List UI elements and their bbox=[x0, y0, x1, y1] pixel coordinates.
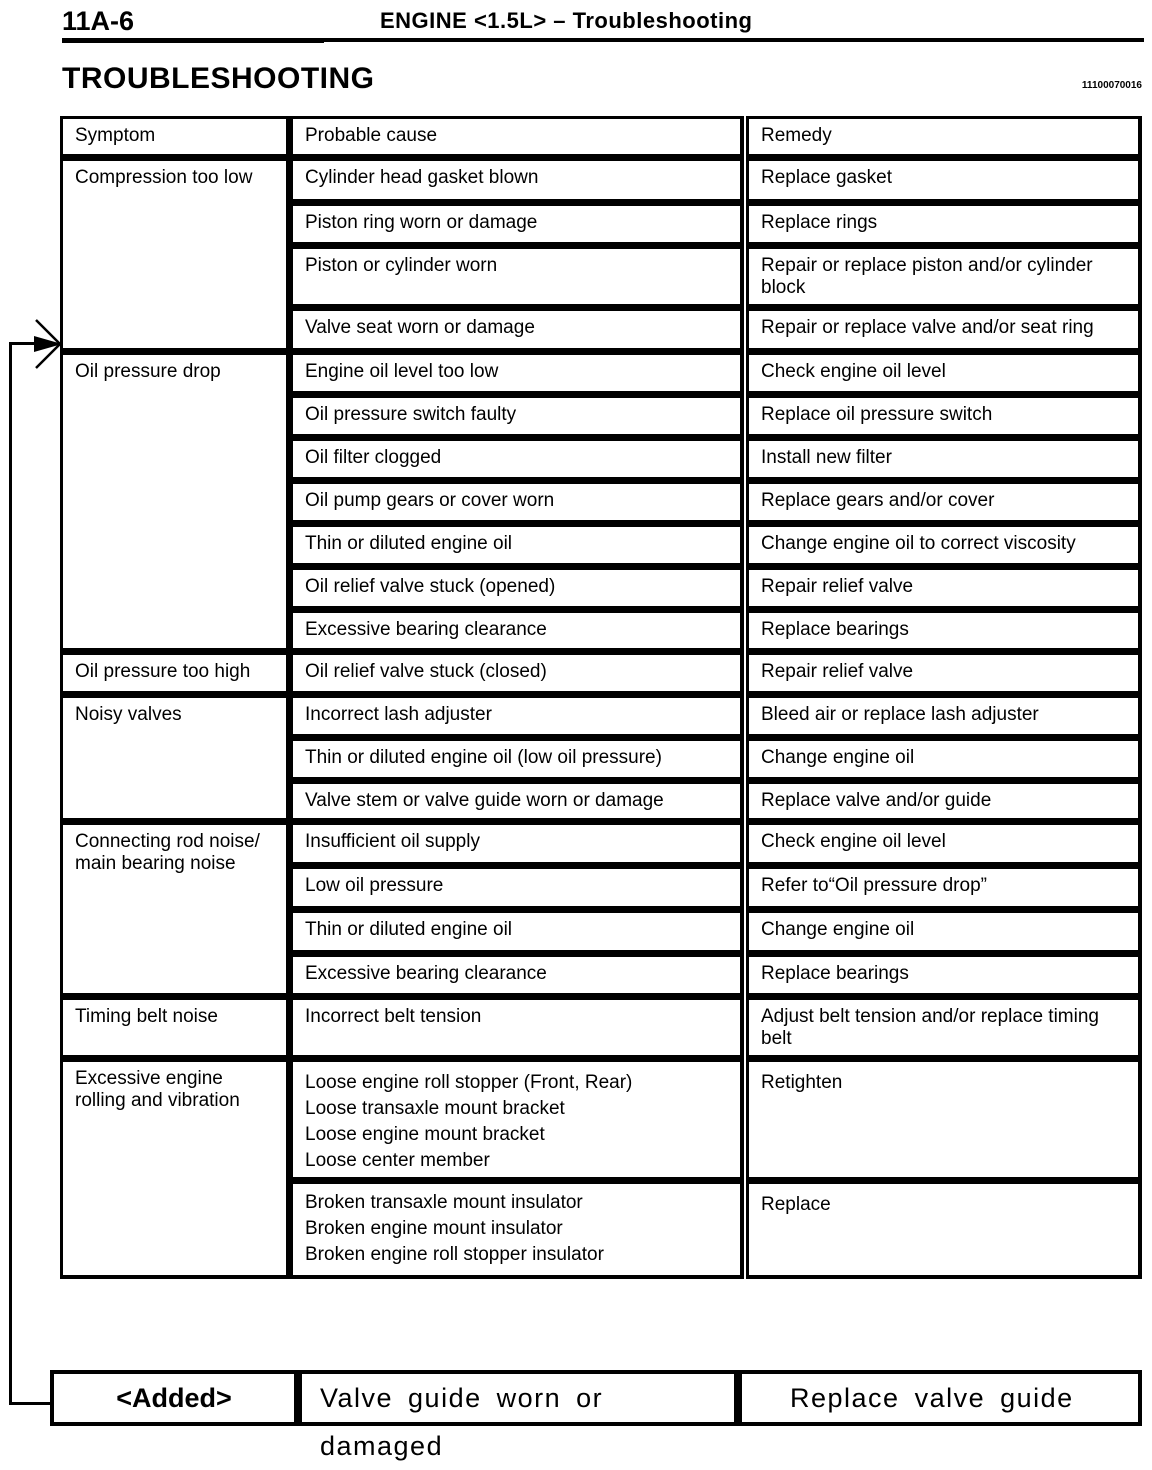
added-label: <Added> bbox=[50, 1370, 298, 1426]
symptom-timing-belt-noise: Timing belt noise bbox=[60, 997, 290, 1059]
cause-cell: Oil relief valve stuck (closed) bbox=[290, 652, 744, 695]
cause-cell: Oil pump gears or cover worn bbox=[290, 481, 744, 524]
header-symptom: Symptom bbox=[60, 116, 290, 158]
cause-line: Loose transaxle mount bracket bbox=[305, 1098, 565, 1119]
section-title: ENGINE <1.5L> – Troubleshooting bbox=[380, 8, 753, 33]
insertion-line bbox=[9, 342, 12, 1405]
remedy-cell: Refer to“Oil pressure drop” bbox=[746, 866, 1142, 910]
remedy-cell: Replace oil pressure switch bbox=[746, 395, 1142, 438]
cause-cell: Piston or cylinder worn bbox=[290, 246, 744, 308]
cause-line: Loose engine mount bracket bbox=[305, 1124, 545, 1145]
cause-line: Loose engine roll stopper (Front, Rear) bbox=[305, 1072, 633, 1093]
header-remedy: Remedy bbox=[746, 116, 1142, 158]
remedy-cell: Bleed air or replace lash adjuster bbox=[746, 695, 1142, 738]
remedy-cell: Change engine oil to correct viscosity bbox=[746, 524, 1142, 567]
remedy-cell: Repair or replace valve and/or seat ring bbox=[746, 308, 1142, 352]
cause-line: Broken engine mount insulator bbox=[305, 1218, 563, 1239]
symptom-compression-too-low: Compression too low bbox=[60, 158, 290, 352]
symptom-noisy-valves: Noisy valves bbox=[60, 695, 290, 822]
remedy-cell: Repair relief valve bbox=[746, 567, 1142, 610]
insertion-line-bottom bbox=[9, 1402, 53, 1405]
cause-cell: Cylinder head gasket blown bbox=[290, 158, 744, 203]
cause-cell-multiline bbox=[290, 1181, 744, 1279]
header-probable-cause: Probable cause bbox=[290, 116, 744, 158]
remedy-cell: Check engine oil level bbox=[746, 822, 1142, 866]
added-remedy: Replace valve guide bbox=[738, 1370, 1142, 1426]
symptom-connecting-rod-noise: Connecting rod noise/ main bearing noise bbox=[60, 822, 290, 997]
added-cause: Valve guide worn or damaged bbox=[298, 1370, 738, 1426]
remedy-cell: Replace bearings bbox=[746, 610, 1142, 652]
cause-cell: Oil pressure switch faulty bbox=[290, 395, 744, 438]
cause-cell: Oil filter clogged bbox=[290, 438, 744, 481]
cause-cell: Valve stem or valve guide worn or damage bbox=[290, 781, 744, 822]
symptom-oil-pressure-drop: Oil pressure drop bbox=[60, 352, 290, 652]
remedy-cell: Change engine oil bbox=[746, 738, 1142, 781]
symptom-excessive-engine-rolling: Excessive engine rolling and vibration bbox=[60, 1059, 290, 1279]
remedy-cell: Change engine oil bbox=[746, 910, 1142, 954]
insertion-arrow-icon bbox=[30, 318, 64, 372]
page-title: TROUBLESHOOTING bbox=[62, 62, 375, 95]
cause-cell: Incorrect belt tension bbox=[290, 997, 744, 1059]
cause-cell: Engine oil level too low bbox=[290, 352, 744, 395]
cause-cell: Thin or diluted engine oil bbox=[290, 524, 744, 567]
remedy-cell: Replace bbox=[746, 1181, 1142, 1279]
remedy-cell: Replace bearings bbox=[746, 954, 1142, 997]
remedy-cell: Replace valve and/or guide bbox=[746, 781, 1142, 822]
remedy-cell: Retighten bbox=[746, 1059, 1142, 1181]
cause-cell: Thin or diluted engine oil (low oil pressure) bbox=[290, 738, 744, 781]
cause-cell: Incorrect lash adjuster bbox=[290, 695, 744, 738]
cause-cell: Piston ring worn or damage bbox=[290, 203, 744, 246]
cause-line: Loose center member bbox=[305, 1150, 490, 1171]
document-code: 11100070016 bbox=[1081, 80, 1142, 91]
remedy-cell: Replace gasket bbox=[746, 158, 1142, 203]
header-rule-accent bbox=[62, 40, 324, 43]
cause-cell: Insufficient oil supply bbox=[290, 822, 744, 866]
cause-line: Broken transaxle mount insulator bbox=[305, 1192, 583, 1213]
remedy-cell: Repair relief valve bbox=[746, 652, 1142, 695]
remedy-cell: Install new filter bbox=[746, 438, 1142, 481]
remedy-cell: Check engine oil level bbox=[746, 352, 1142, 395]
symptom-oil-pressure-too-high: Oil pressure too high bbox=[60, 652, 290, 695]
cause-cell-multiline bbox=[290, 1059, 744, 1181]
cause-line: Broken engine roll stopper insulator bbox=[305, 1244, 604, 1265]
remedy-cell: Replace gears and/or cover bbox=[746, 481, 1142, 524]
page-number: 11A-6 bbox=[62, 6, 135, 36]
cause-cell: Excessive bearing clearance bbox=[290, 610, 744, 652]
remedy-cell: Replace rings bbox=[746, 203, 1142, 246]
cause-cell: Thin or diluted engine oil bbox=[290, 910, 744, 954]
cause-cell: Low oil pressure bbox=[290, 866, 744, 910]
cause-cell: Oil relief valve stuck (opened) bbox=[290, 567, 744, 610]
cause-cell: Excessive bearing clearance bbox=[290, 954, 744, 997]
cause-cell: Valve seat worn or damage bbox=[290, 308, 744, 352]
remedy-cell: Adjust belt tension and/or replace timing belt bbox=[746, 997, 1142, 1059]
remedy-cell: Repair or replace piston and/or cylinder block bbox=[746, 246, 1142, 308]
